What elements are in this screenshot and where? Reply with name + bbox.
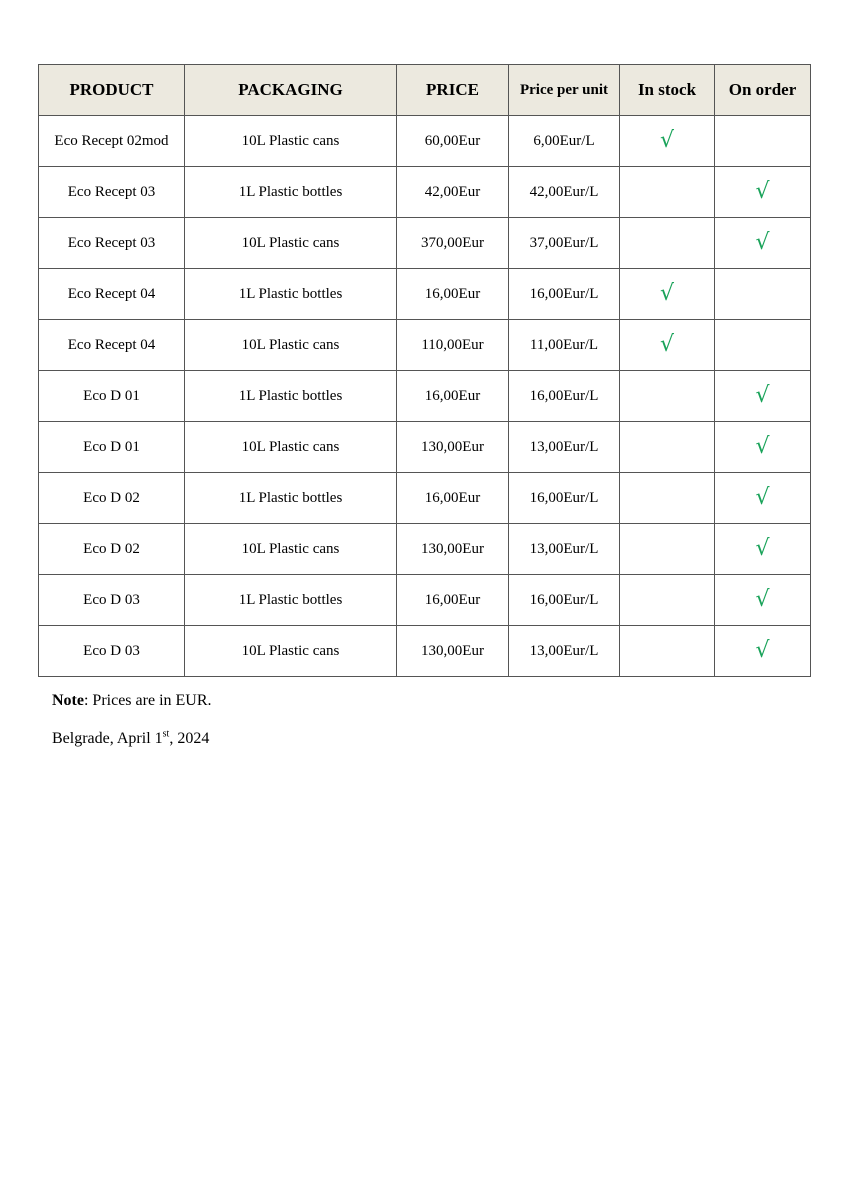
dateline-prefix: Belgrade, April 1 [52,730,163,747]
table-row [39,218,811,269]
table-row [39,575,811,626]
cell-packaging: 1L Plastic bottles [185,167,397,218]
cell-packaging: 10L Plastic cans [185,116,397,167]
cell-unit-price: 11,00Eur/L [509,320,620,371]
cell-product: Eco D 02 [39,473,185,524]
cell-price: 130,00Eur [397,524,509,575]
cell-unit-price: 37,00Eur/L [509,218,620,269]
table-row [39,524,811,575]
table-row [39,116,811,167]
cell-packaging: 1L Plastic bottles [185,269,397,320]
header-product: PRODUCT [39,65,185,116]
cell-price: 16,00Eur [397,575,509,626]
checkmark-icon: √ [659,332,675,357]
table-row [39,473,811,524]
checkmark-icon: √ [755,485,770,510]
cell-unit-price: 16,00Eur/L [509,269,620,320]
cell-unit-price: 6,00Eur/L [509,116,620,167]
table-row [39,371,811,422]
cell-product: Eco Recept 03 [39,218,185,269]
cell-price: 130,00Eur [397,626,509,677]
cell-on-order [715,167,811,218]
cell-product: Eco Recept 02mod [39,116,185,167]
cell-product: Eco Recept 04 [39,320,185,371]
checkmark-icon: √ [755,383,770,408]
cell-packaging: 10L Plastic cans [185,320,397,371]
cell-product: Eco Recept 04 [39,269,185,320]
table-row [39,320,811,371]
checkmark-icon: √ [755,230,770,255]
cell-on-order [715,524,811,575]
cell-packaging: 10L Plastic cans [185,218,397,269]
cell-in-stock [620,320,715,371]
cell-price: 16,00Eur [397,473,509,524]
note-label: Note [52,692,84,709]
cell-price: 110,00Eur [397,320,509,371]
cell-packaging: 1L Plastic bottles [185,473,397,524]
price-note [52,692,212,710]
table-row [39,422,811,473]
cell-product: Eco D 01 [39,422,185,473]
cell-product: Eco Recept 03 [39,167,185,218]
table-row [39,167,811,218]
cell-in-stock [620,422,715,473]
table-row [39,269,811,320]
cell-on-order [715,371,811,422]
header-price-per-unit: Price per unit [509,65,620,116]
cell-product: Eco D 02 [39,524,185,575]
table-header-row [39,65,811,116]
cell-in-stock [620,218,715,269]
checkmark-icon: √ [755,179,770,204]
cell-on-order [715,269,811,320]
cell-in-stock [620,167,715,218]
dateline-superscript: st [162,728,170,740]
cell-in-stock [620,524,715,575]
cell-product: Eco D 01 [39,371,185,422]
checkmark-icon: √ [755,587,770,612]
cell-price: 16,00Eur [397,269,509,320]
cell-unit-price: 13,00Eur/L [509,422,620,473]
cell-product: Eco D 03 [39,575,185,626]
cell-in-stock [620,371,715,422]
cell-product: Eco D 03 [39,626,185,677]
cell-in-stock [620,473,715,524]
checkmark-icon: √ [755,536,770,561]
checkmark-icon: √ [659,281,675,306]
cell-in-stock [620,269,715,320]
cell-packaging: 10L Plastic cans [185,524,397,575]
cell-price: 130,00Eur [397,422,509,473]
cell-unit-price: 42,00Eur/L [509,167,620,218]
cell-packaging: 10L Plastic cans [185,422,397,473]
cell-on-order [715,575,811,626]
price-table [38,64,811,677]
cell-unit-price: 13,00Eur/L [509,524,620,575]
dateline-suffix: , 2024 [169,730,210,747]
cell-unit-price: 16,00Eur/L [509,473,620,524]
checkmark-icon: √ [659,128,675,153]
checkmark-icon: √ [755,434,770,459]
cell-in-stock [620,626,715,677]
checkmark-icon: √ [755,638,770,663]
table-body [39,116,811,677]
dateline [52,730,209,748]
cell-packaging: 1L Plastic bottles [185,371,397,422]
cell-unit-price: 13,00Eur/L [509,626,620,677]
cell-price: 16,00Eur [397,371,509,422]
cell-on-order [715,473,811,524]
table-row [39,626,811,677]
cell-on-order [715,626,811,677]
header-in-stock: In stock [620,65,715,116]
cell-packaging: 10L Plastic cans [185,626,397,677]
cell-on-order [715,320,811,371]
cell-packaging: 1L Plastic bottles [185,575,397,626]
cell-price: 60,00Eur [397,116,509,167]
cell-unit-price: 16,00Eur/L [509,371,620,422]
header-packaging: PACKAGING [185,65,397,116]
note-text: : Prices are in EUR. [83,692,212,709]
cell-on-order [715,218,811,269]
cell-on-order [715,116,811,167]
cell-in-stock [620,575,715,626]
cell-in-stock [620,116,715,167]
cell-price: 42,00Eur [397,167,509,218]
cell-on-order [715,422,811,473]
header-price: PRICE [397,65,509,116]
cell-price: 370,00Eur [397,218,509,269]
header-on-order: On order [715,65,811,116]
cell-unit-price: 16,00Eur/L [509,575,620,626]
